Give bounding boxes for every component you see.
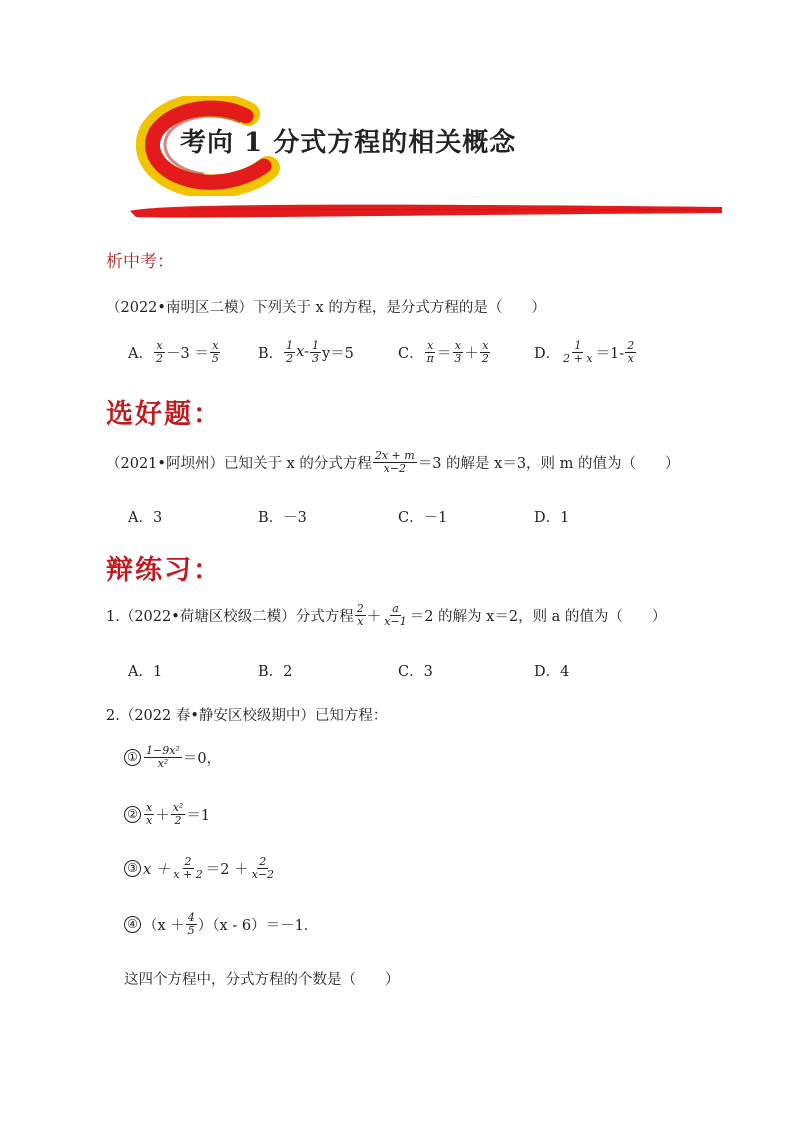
fraction: $\frac{1}{3}$: [311, 339, 319, 365]
question-2021-aba: （2021•阿坝州）已知关于 x 的分式方程 $\frac{2x + m}{x-2}$ ＝3 的解是 x＝3，则 m 的值为（ ）: [106, 449, 680, 475]
option-b[interactable]: B． $\frac{1}{2}$ x- $\frac{1}{3}$ y＝5: [258, 339, 354, 365]
question-2022-nanming: （2022•南明区二模）下列关于 x 的方程，是分式方程的是（ ）: [106, 300, 546, 316]
fraction: $\frac{a}{x-1}$: [384, 602, 407, 628]
page-title: 考向 1 分式方程的相关概念: [180, 128, 517, 158]
fraction: $\frac{x}{x}$: [146, 801, 153, 827]
fraction: $\frac{x}{2}$: [481, 339, 489, 365]
fraction: $\frac{2}{x + 2}$: [173, 855, 203, 881]
fraction: $\frac{\text{1−9x²}}{\text{x²}}$: [146, 744, 180, 770]
section-label-analysis: 析中考：: [106, 252, 174, 272]
option-b[interactable]: B．2: [258, 664, 293, 680]
fraction: $\frac{x}{2}$: [155, 339, 163, 365]
equation-4: ④ （x ＋ $\frac{4}{5}$ ）（x - 6）＝－1．: [124, 912, 318, 936]
red-brush-divider: [128, 201, 724, 221]
option-b[interactable]: B．－3: [258, 510, 307, 526]
option-d[interactable]: D．4: [534, 664, 570, 680]
question-1-hetang: 1.（2022•荷塘区校级二模）分式方程 $\frac{2}{x}$ ＋ $\frac{a}{x-1}$ ＝2 的解为 x＝2，则 a 的值为（ ）: [106, 602, 667, 628]
option-a[interactable]: A．1: [128, 664, 163, 680]
option-c[interactable]: C． $\frac{x}{\pi}$ ＝ $\frac{x}{3}$ ＋ $\frac{x}{2}$: [398, 339, 489, 365]
fraction: $\frac{x}{\pi}$: [426, 339, 434, 365]
section-label-selected: 选好题：: [106, 399, 222, 430]
fraction: $\frac{1}{2 + x}$: [563, 339, 593, 365]
fraction: $\frac{x}{3}$: [454, 339, 462, 365]
equation-3: ③ x ＋ $\frac{2}{x + 2}$ ＝2 ＋ $\frac{2}{x-2}$: [124, 856, 277, 880]
option-c[interactable]: C．3: [398, 664, 433, 680]
fraction: $\frac{\text{x²}}{2}$: [172, 801, 184, 827]
question-2-prompt: 这四个方程中，分式方程的个数是（ ）: [124, 972, 400, 988]
question-2-jingan: 2.（2022 春•静安区校级期中）已知方程：: [106, 708, 388, 724]
fraction: $\frac{2x + m}{x-2}$: [374, 449, 415, 475]
fraction: $\frac{2}{x}$: [627, 339, 635, 365]
fraction: $\frac{1}{2}$: [286, 339, 294, 365]
equation-1: ① $\frac{\text{1−9x²}}{\text{x²}}$ ＝0，: [124, 745, 221, 769]
fraction: $\frac{2}{x}$: [356, 602, 364, 628]
fraction: $\frac{2}{x-2}$: [251, 855, 274, 881]
section-label-practice: 辩练习：: [106, 555, 222, 586]
fraction: $\frac{4}{5}$: [187, 911, 195, 937]
option-d[interactable]: D． $\frac{1}{2 + x}$ ＝1- $\frac{2}{x}$: [534, 339, 635, 365]
option-c[interactable]: C．－1: [398, 510, 448, 526]
option-a[interactable]: A．3: [128, 510, 163, 526]
option-d[interactable]: D．1: [534, 510, 570, 526]
option-a[interactable]: A． $\frac{x}{2}$ －3 ＝ $\frac{x}{5}$: [128, 339, 219, 365]
fraction: $\frac{x}{5}$: [211, 339, 219, 365]
equation-2: ② $\frac{x}{x}$ ＋ $\frac{\text{x²}}{2}$ ＝1: [124, 802, 210, 826]
